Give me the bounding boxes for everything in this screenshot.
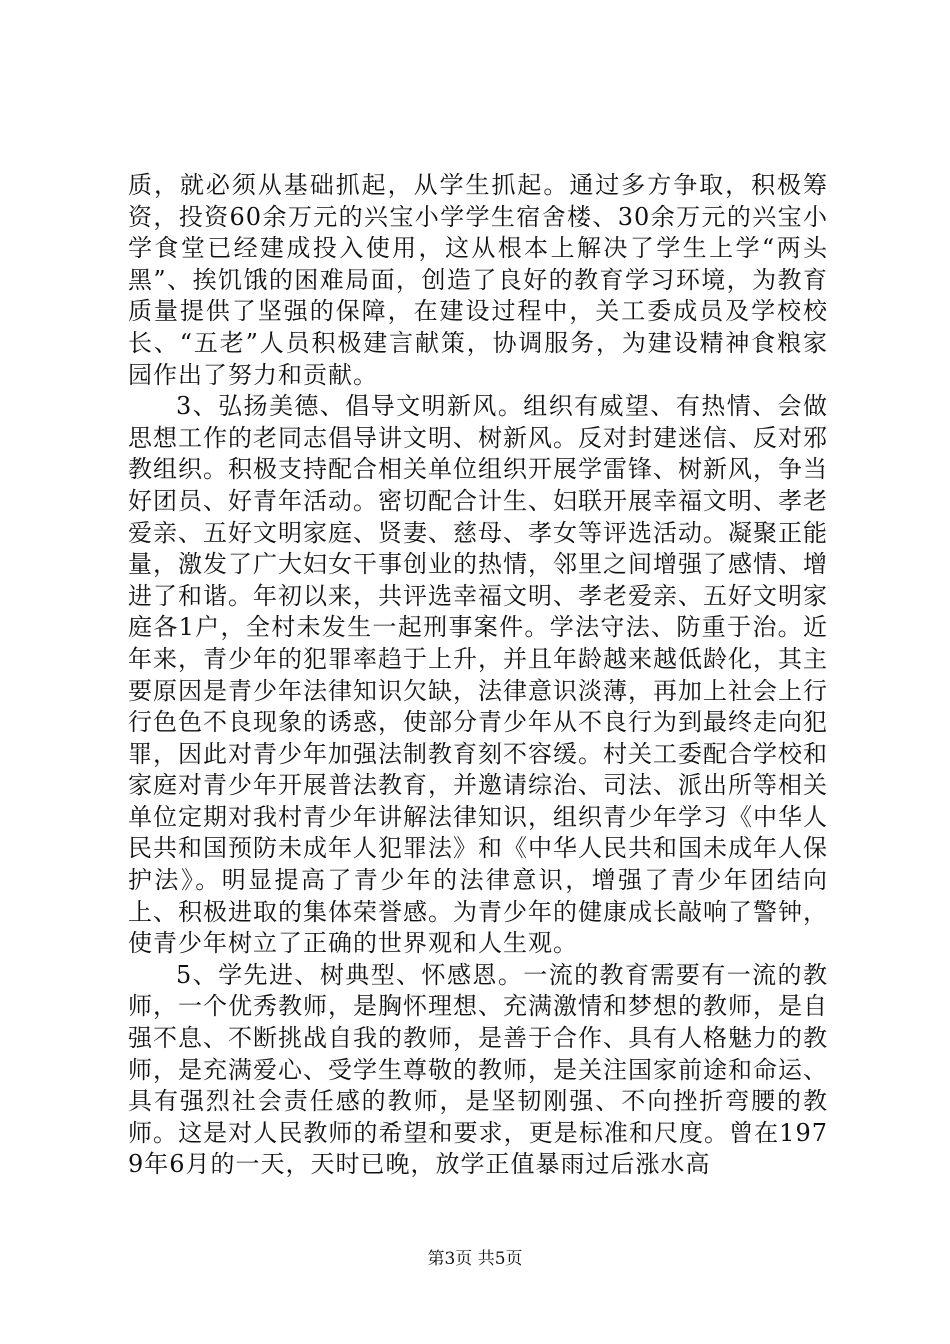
page-footer: 第3页 共5页 xyxy=(427,1249,523,1269)
paragraph-2: 3、弘扬美德、倡导文明新风。组织有威望、有热情、会做思想工作的老同志倡导讲文明、树新风。反对封建迷信、反对邪教组织。积极支持配合相关单位组织开展学雷锋、树新风，争当好团员、好青年活动。密切配合计生、妇联开展幸福文明、孝老爱亲、五好文明家庭、贤妻、慈母、孝女等评选活动。凝聚正能量，激发了广大妇女干事创业的热情，邻里之间增强了感情、增进了和谐。年初以来，共评选幸福文明、孝老爱亲、五好文明家庭各1户，全村未发生一起刑事案件。学法守法、防重于治。近年来，青少年的犯罪率趋于上升，并且年龄越来越低龄化，其主要原因是青少年法律知识欠缺，法律意识淡薄，再加上社会上行行色色不良现象的诱惑，使部分青少年从不良行为到最终走向犯罪，因此对青少年加强法制教育刻不容缓。村关工委配合学校和家庭对青少年开展普法教育，并邀请综治、司法、派出所等相关单位定期对我村青少年讲解法律知识，组织青少年学习《中华人民共和国预防未成年人犯罪法》和《中华人民共和国未成年人保护法》。明显提高了青少年的法律意识，增强了青少年团结向上、积极进取的集体荣誉感。为青少年的健康成长敲响了警钟，使青少年树立了正确的世界观和人生观。 xyxy=(128,392,828,958)
document-body xyxy=(128,170,828,1181)
paragraph-3: 5、学先进、树典型、怀感恩。一流的教育需要有一流的教师，一个优秀教师，是胸怀理想、充满激情和梦想的教师，是自强不息、不断挑战自我的教师，是善于合作、具有人格魅力的教师，是充满爱心、受学生尊敬的教师，是关注国家前途和命运、具有强烈社会责任感的教师，是坚韧刚强、不向挫折弯腰的教师。这是对人民教师的希望和要求，更是标准和尺度。曾在1979年6月的一天，天时已晚，放学正值暴雨过后涨水高 xyxy=(128,960,828,1179)
paragraph-1: 质，就必须从基础抓起，从学生抓起。通过多方争取，积极筹资，投资60余万元的兴宝小学学生宿舍楼、30余万元的兴宝小学食堂已经建成投入使用，这从根本上解决了学生上学“两头黑”、挨饥饿的困难局面，创造了良好的教育学习环境，为教育质量提供了坚强的保障，在建设过程中，关工委成员及学校校长、“五老”人员积极建言献策，协调服务，为建设精神食粮家园作出了努力和贡献。 xyxy=(128,171,828,389)
